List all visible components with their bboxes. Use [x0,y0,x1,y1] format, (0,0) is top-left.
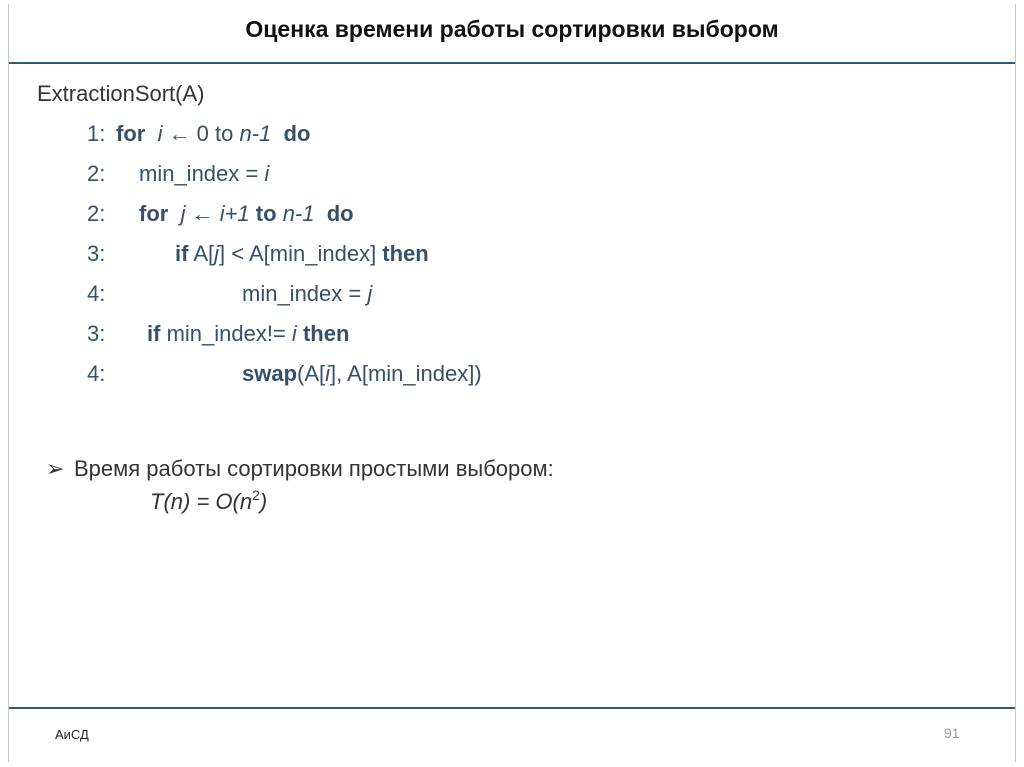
code-keyword: for [139,201,169,226]
formula-exponent: 2 [252,487,260,503]
complexity-formula [150,487,267,515]
code-keyword: then [302,321,350,346]
code-statement [147,321,349,347]
title-divider [9,62,1015,64]
code-text: ], A[min_index]) [330,361,482,386]
code-text: ] < A[min_index] [219,241,383,266]
page-number: 91 [944,725,960,741]
line-number: 4: [87,361,106,386]
code-text: min_index = [139,161,265,186]
bullet-text: Время работы сортировки простыми выбором: [74,456,554,481]
code-text: min_index = [242,281,368,306]
code-variable: j [214,241,220,266]
footer-divider [9,707,1015,709]
code-keyword: if [147,321,161,346]
line-number: 4: [87,281,106,306]
code-variable: n-1 [239,121,272,146]
code-keyword: do [283,121,311,146]
code-statement [242,361,482,387]
code-text [271,121,283,146]
code-text: A[ [188,241,215,266]
code-statement [242,281,372,307]
slide-title: Оценка времени работы сортировки выбором [245,16,779,42]
code-variable: i+1 [219,201,250,226]
line-number: 1: [87,121,106,146]
formula-suffix: ) [259,489,268,514]
code-variable: i [264,161,270,186]
code-keyword: swap [242,361,298,386]
code-text: (A[ [297,361,326,386]
code-variable: n-1 [282,201,315,226]
code-text: ← [185,201,220,226]
code-statement [175,241,429,267]
arrow-bullet-icon: ➢ [46,456,65,481]
line-number: 3: [87,321,106,346]
code-statement [116,121,310,147]
code-statement [139,201,354,227]
code-variable: i [291,321,297,346]
line-number: 2: [87,161,106,186]
code-variable: j [367,281,373,306]
slide-frame [8,4,1016,762]
code-text: min_index!= [160,321,292,346]
line-number: 3: [87,241,106,266]
code-keyword: to [255,201,277,226]
code-keyword: do [326,201,354,226]
code-statement [139,161,269,187]
code-keyword: if [175,241,189,266]
footer-course-label: АиСД [55,727,89,742]
code-text [168,201,180,226]
code-text: ← 0 to [162,121,240,146]
code-text [314,201,326,226]
formula-prefix: T(n) = O(n [150,489,253,514]
code-variable: j [180,201,186,226]
bullet-item [46,456,554,482]
code-keyword: for [116,121,146,146]
code-text [145,121,157,146]
algorithm-name: ExtractionSort(A) [37,81,205,106]
code-variable: i [325,361,331,386]
code-variable: i [157,121,163,146]
line-number: 2: [87,201,106,226]
code-keyword: then [382,241,429,266]
